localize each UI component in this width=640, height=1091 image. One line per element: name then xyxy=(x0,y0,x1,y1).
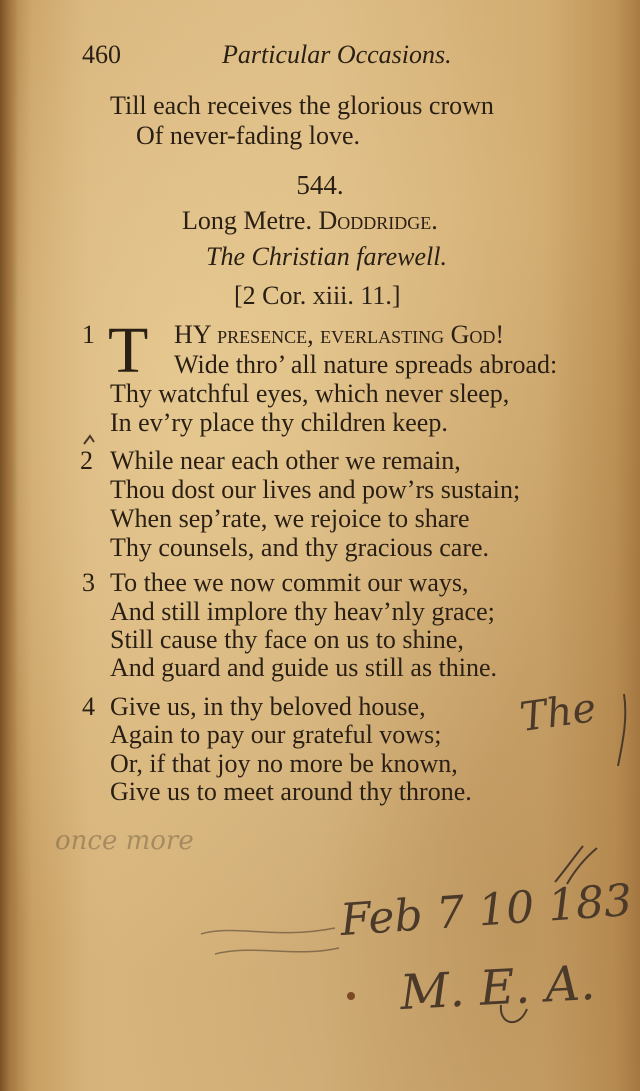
handwritten-margin-note: The xyxy=(517,684,599,742)
page-edge-shadow xyxy=(0,0,18,1091)
hymn-metre-line xyxy=(182,206,438,236)
ink-flourish xyxy=(195,910,345,970)
hymn-title: The Christian farewell. xyxy=(206,242,447,271)
carryover-line-2: Of never-fading love. xyxy=(136,121,360,150)
handwritten-date: Feb 7 10 183 xyxy=(338,874,634,947)
ink-mark xyxy=(80,430,100,450)
running-title: Particular Occasions. xyxy=(222,40,452,69)
stanza-line: In ev’ry place thy children keep. xyxy=(110,408,448,437)
stanza-line: Thy counsels, and thy gracious care. xyxy=(110,533,490,562)
hymn-number: 544. xyxy=(296,170,344,200)
page-number: 460 xyxy=(82,40,121,69)
stanza-line: While near each other we remain, xyxy=(110,446,461,475)
ink-bracket-mark xyxy=(610,690,634,770)
ink-loop-mark xyxy=(495,995,535,1035)
drop-cap: T xyxy=(108,314,149,387)
hymn-metre: Long Metre. xyxy=(182,206,312,235)
stanza-number: 4 xyxy=(82,692,95,721)
stanza-number: 1 xyxy=(82,320,95,349)
ink-blot xyxy=(347,992,355,1000)
carryover-line-1: Till each receives the glorious crown xyxy=(110,91,494,120)
stanza-line: Wide thro’ all nature spreads abroad: xyxy=(174,350,558,379)
stanza-line: To thee we now commit our ways, xyxy=(110,568,469,597)
stanza-line: Give us to meet around thy throne. xyxy=(110,777,472,806)
scripture-reference: [2 Cor. xiii. 11.] xyxy=(234,281,401,310)
stanza-number: 2 xyxy=(80,446,93,475)
stanza-line: Give us, in thy beloved house, xyxy=(110,692,426,721)
stanza-line: Thy watchful eyes, which never sleep, xyxy=(110,379,510,408)
handwritten-signature: M. E. A. xyxy=(398,954,597,1022)
stanza-line: And still implore thy heav’nly grace; xyxy=(110,597,495,626)
stanza-line: HY presence, everlasting God! xyxy=(174,320,505,349)
stanza-line: Or, if that joy no more be known, xyxy=(110,749,458,778)
stanza-line: When sep’rate, we rejoice to share xyxy=(110,504,470,533)
stanza-line: Still cause thy face on us to shine, xyxy=(110,625,464,654)
stanza-line: And guard and guide us still as thine. xyxy=(110,653,498,682)
hymn-author: Doddridge. xyxy=(318,206,438,235)
faded-handwriting: once more xyxy=(55,826,194,856)
stanza-line: Thou dost our lives and pow’rs sustain; xyxy=(110,475,521,504)
stanza-line: Again to pay our grateful vows; xyxy=(110,720,442,749)
stanza-number: 3 xyxy=(82,568,95,597)
